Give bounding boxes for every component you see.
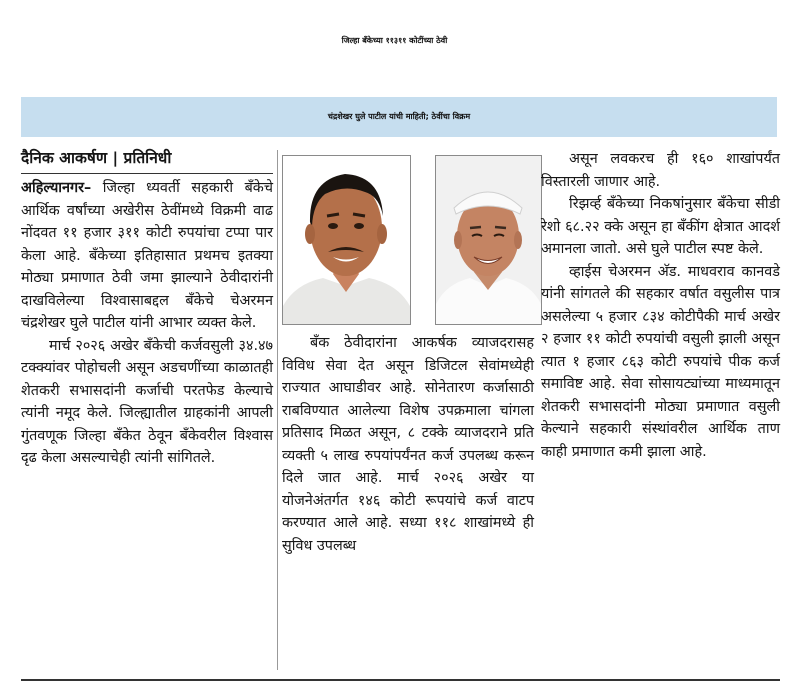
photo-chandrashekhar-ghule-patil (282, 155, 411, 325)
dateline-place: अहिल्यानगर– (21, 180, 92, 196)
article-column-3 (541, 148, 780, 463)
subheadline: चंद्रशेखर घुले पाटील यांची माहिती; ठेवींचा विक्रम (21, 97, 777, 137)
article-paragraph: रिझर्व्ह बँकेच्या निकषांनुसार बँकेचा सीडी रेशो ६८.२२ क्के असून हा बँकींग क्षेत्रात आदर्श अमानला जातो. असे घुले पाटील स्पष्ट केले. (541, 196, 780, 257)
article-paragraph: व्हाईस चेअरमन अ‍ॅड. माधवराव कानवडे यांनी सांगतले की सहकार वर्षात वसुलीस पात्र असलेल्या ५ हजार ८३४ कोटीपैकी मार्च अखेर २ हजार ११ कोटी रुपयांची वसुली झाली असून त्यात १ हजार ८६३ कोटी रुपयांचे पीक कर्ज समाविष्ट आहे. सेवा सोसायट्यांच्या माध्यमातून शेतकरी सभासदांनी मोठ्या प्रमाणात वसुली केल्याने सहकारी संस्थांवरील आर्थिक ताण काही प्रमाणात कमी झाला आहे. (541, 263, 780, 460)
article-column-1 (21, 177, 273, 470)
photo-madhavrao-kanawade (435, 155, 542, 325)
article-column-2 (282, 332, 534, 557)
headline: जिल्हा बँकेच्या ११३११ कोटींच्या ठेवी (341, 36, 448, 45)
column-divider (277, 150, 278, 670)
bottom-rule (21, 679, 780, 681)
portrait-image (436, 156, 541, 324)
portrait-image (283, 156, 410, 324)
byline: दैनिक आकर्षण | प्रतिनिधी (21, 149, 172, 167)
byline-rule (21, 173, 273, 174)
article-paragraph: बँक ठेवीदारांना आकर्षक व्याजदरासह विविध सेवा देत असून डिजिटल सेवांमध्येही राज्यात आघाडीवर आहे. सोनेतारण कर्जासाठी राबविण्यात आलेल्या विशेष उपक्रमाला चांगला प्रतिसाद मिळत असून, ८ टक्के व्याजदराने प्रति व्यक्ती ५ लाख रुपयांपर्यंनत कर्ज उपलब्ध करून दिले जात आहे. मार्च २०२६ अखेर या योजनेअंतर्गत १४६ कोटी रूपयांचे कर्ज वाटप करण्यात आले आहे. सध्या ११८ शाखांमध्ये ही सुविध उपलब्ध (282, 335, 534, 554)
article-paragraph: मार्च २०२६ अखेर बँकेची कर्जवसुली ३४.४७ टक्क्यांवर पोहोचली असून अडचणींच्या काळातही शेतकरी सभासदांनी कर्जाची परतफेड केल्याचे त्यांनी नमूद केले. जिल्ह्यातील ग्राहकांनी आपली गुंतवणूक जिल्हा बँकेत ठेवून बँकेवरील विश्वास दृढ केला असल्याचेही त्यांनी सांगितले. (21, 337, 273, 466)
article-paragraph (21, 177, 273, 335)
paragraph-text: जिल्हा ध्यवर्ती सहकारी बँकेचे आर्थिक वर्षांच्या अखेरीस ठेवींमध्ये विक्रमी वाढ नोंदवत ११ हजार ३११ कोटी रुपयांचा टप्पा पार केला आहे. बँकेच्या इतिहासात प्रथमच इतक्या मोठ्या प्रमाणात ठेवी जमा झाल्याने ठेवीदारांनी दाखविलेल्या विश्वासाबद्दल बँकेचे चेअरमन चंद्रशेखर घुले पाटील यांनी आभार व्यक्त केले. (21, 180, 273, 331)
article-paragraph: असून लवकरच ही १६० शाखांपर्यंत विस्तारली जाणार आहे. (541, 151, 780, 190)
